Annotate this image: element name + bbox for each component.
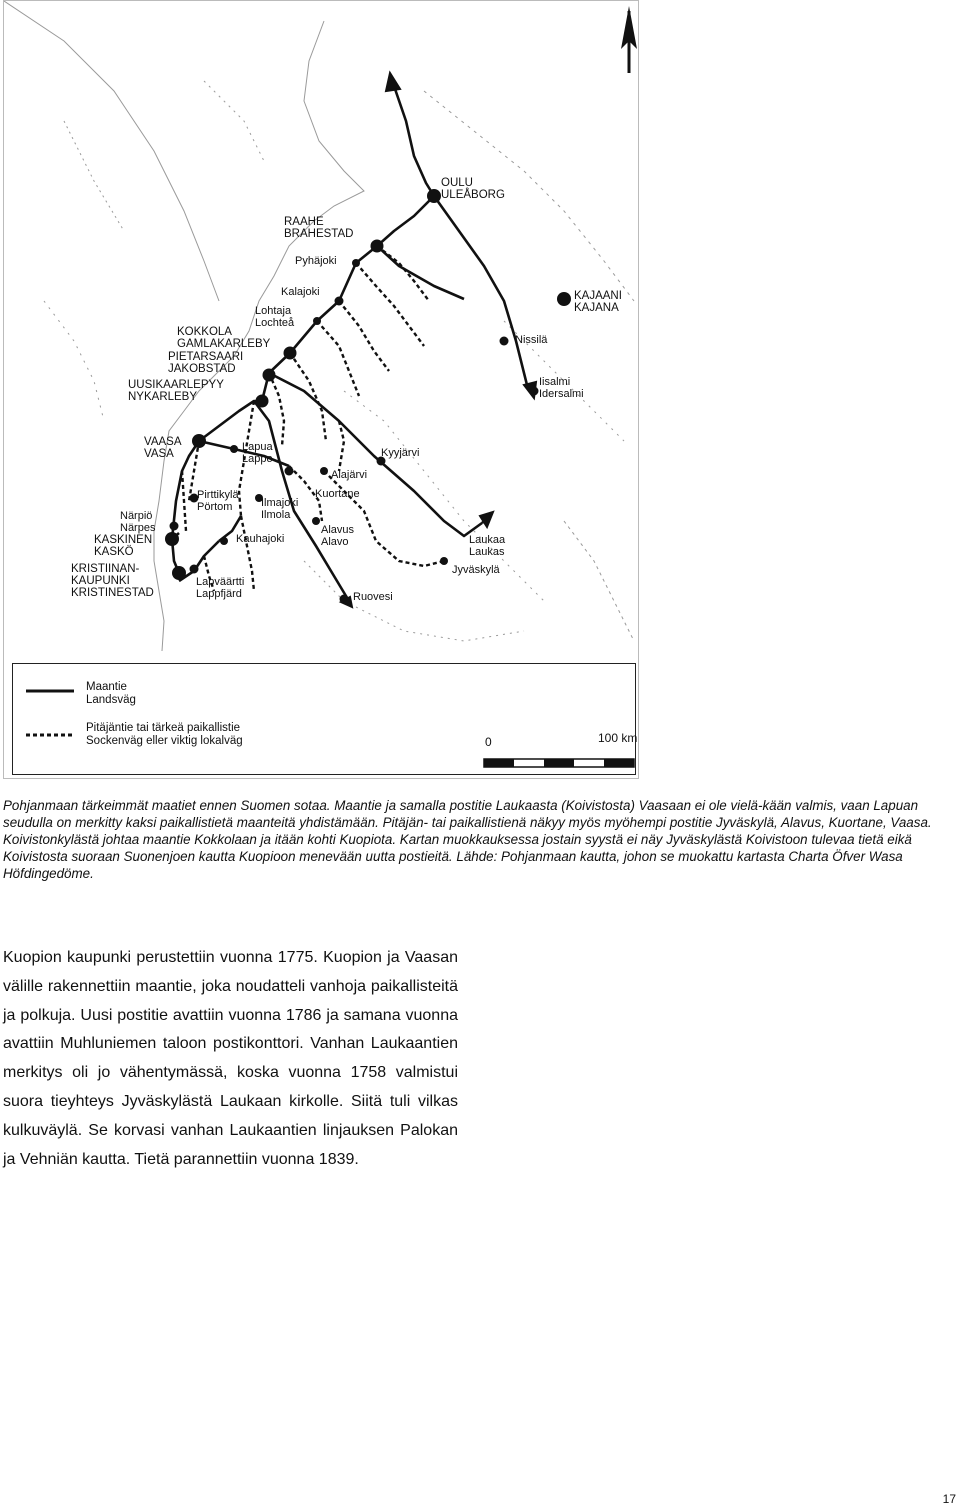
legend-road-label: Maantie Landsväg bbox=[86, 681, 136, 706]
place-kaskinen: KASKINEN KASKÖ bbox=[94, 534, 153, 558]
place-ruovesi: Ruovesi bbox=[353, 591, 393, 603]
place-alavus: Alavus Alavo bbox=[321, 524, 355, 548]
place-lohtaja: Lohtaja Lochteå bbox=[255, 305, 295, 329]
place-pyhajoki: Pyhäjoki bbox=[295, 255, 337, 267]
map-figure bbox=[3, 0, 639, 779]
place-iisalmi: Iisalmi Idersalmi bbox=[539, 376, 584, 400]
place-kajaani: KAJAANI KAJANA bbox=[574, 290, 622, 314]
place-kokkola: KOKKOLA GAMLAKARLEBY bbox=[177, 326, 271, 350]
place-raahe: RAAHE BRAHESTAD bbox=[284, 216, 354, 240]
place-pirttikyla: Pirttikylä Pörtom bbox=[197, 489, 239, 513]
towns bbox=[165, 189, 571, 604]
place-kauhajoki: Kauhajoki bbox=[236, 533, 285, 545]
place-vaasa: VAASA VASA bbox=[144, 436, 182, 460]
place-nissila: Nissilä bbox=[515, 334, 548, 346]
place-kyyjarvi: Kyyjärvi bbox=[381, 447, 420, 459]
place-oulu: OULU ULEÅBORG bbox=[441, 177, 505, 201]
place-alajarvi: Alajärvi bbox=[331, 469, 368, 481]
body-paragraph: Kuopion kaupunki perustettiin vuonna 1775. Kuopion ja Vaasan välille rakennettiin maantie, joka noudatteli vanhoja paikallisteitä ja polkuja. Uusi postitie avattiin vuonna 1786 ja samana vuonna avattiin Muhluniemen taloon postikonttori. Vanhan Laukaantien merkitys oli jo vähentymässä, koska vuonna 1758 valmistui suora tieyhteys Jyväskylästä Laukaan kirkolle. Siitä tuli vilkas kulkuväylä. Se korvasi vanhan Laukaantien linjauksen Palokan ja Vehniän kautta. Tietä parannettiin vuonna 1839. bbox=[3, 949, 458, 1168]
place-lapvaartti: Lapväärtti Lappfjärd bbox=[196, 576, 245, 600]
place-uusikaarlepyy: UUSIKAARLEPYY NYKARLEBY bbox=[128, 379, 224, 403]
place-lapua: Lapua Lappo bbox=[242, 441, 273, 465]
place-pietarsaari: PIETARSAARI JAKOBSTAD bbox=[168, 351, 244, 375]
legend-local-road-label: Pitäjäntie tai tärkeä paikallistie Sockenväg eller viktig lokalväg bbox=[86, 722, 243, 747]
scale-end-label: 100 km bbox=[598, 731, 638, 745]
place-ilmajoki: Ilmajoki Ilmola bbox=[261, 497, 299, 521]
scale-start-label: 0 bbox=[485, 735, 492, 749]
map-legend bbox=[12, 663, 636, 775]
place-kalajoki: Kalajoki bbox=[281, 286, 320, 298]
place-jyvaskyla: Jyväskylä bbox=[452, 564, 500, 576]
place-laukaa: Laukaa Laukas bbox=[469, 534, 506, 558]
place-kristiinankaupunki: KRISTIINAN- KAUPUNKI KRISTINESTAD bbox=[71, 563, 154, 599]
figure-caption: Pohjanmaan tärkeimmät maatiet ennen Suomen sotaa. Maantie ja samalla postitie Laukaasta (Koivistosta) Vaasaan ei ole vielä-kään valmis, vaan Lapuan seudulla on merkitty kaksi paikallistietä maanteitä yhdistämään. Pitäjän- tai paikallistienä näkyy myös myöhempi postitie Jyväskylä, Alavus, Kuortane, Vaasa. Koivistonkylästä johtaa maantie Kokkolaan ja itään kohti Kuopiota. Kartan muokkauksessa jostain syystä ei näy Jyväskylästä Koivistoon tulevaa tietä eikä Koivistosta suoraan Suonenjoen kautta Kuopioon menevään uutta postieitä. Lähde: Pohjanmaan kautta, johon se muokattu kartasta Charta Öfver Wasa Höfdingedöme. bbox=[3, 798, 932, 881]
north-arrow-icon bbox=[621, 6, 637, 73]
place-kuortane: Kuortane bbox=[315, 488, 360, 500]
place-narpio: Närpiö Närpes bbox=[120, 510, 156, 534]
page-number: 17 bbox=[942, 1492, 956, 1506]
